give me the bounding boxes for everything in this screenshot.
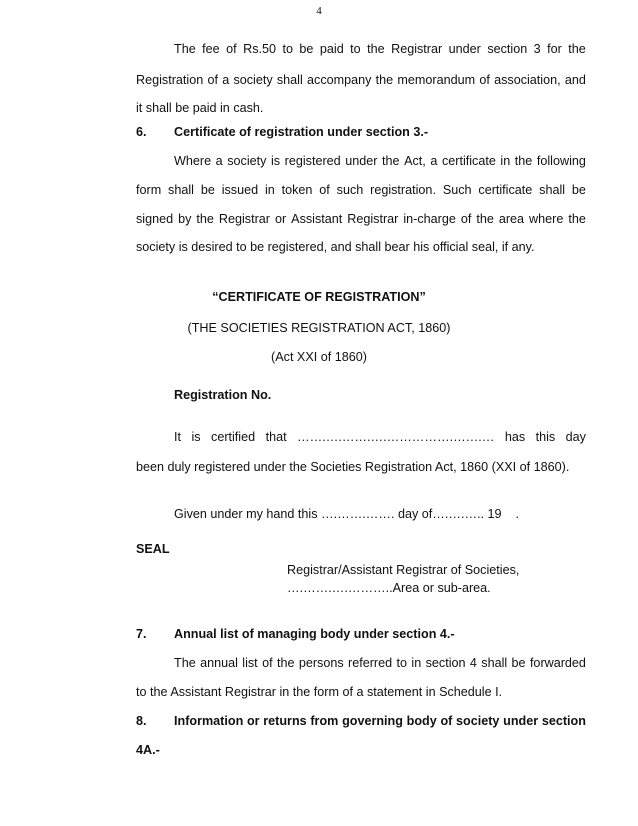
word: under [503, 714, 539, 728]
justified-text [136, 430, 586, 444]
word: such [336, 183, 364, 197]
section-7-line-1 [136, 656, 586, 670]
word: is [271, 154, 281, 168]
word: paid [319, 42, 344, 56]
word: Registrar [218, 212, 270, 226]
word: of [479, 73, 490, 87]
word: of [319, 183, 330, 197]
word: Assistant [291, 212, 343, 226]
word: the [568, 42, 586, 56]
word: The [174, 42, 196, 56]
area-line: ….…….….………..Area or sub-area. [287, 581, 491, 595]
word: for [547, 42, 562, 56]
word: Where [174, 154, 212, 168]
section-6-heading: Certificate of registration under section 3.- [174, 125, 429, 139]
word: governing [342, 714, 403, 728]
word: has [504, 430, 526, 444]
section-6-line-2 [136, 183, 586, 197]
word: or [246, 714, 260, 728]
word: the [375, 73, 394, 87]
word: society [227, 154, 267, 168]
word: 3 [533, 42, 541, 56]
given-under-hand-line: Given under my hand this ….…….……. day of….….….. 19 . [174, 507, 520, 521]
word: issued [221, 183, 259, 197]
section-6-line-1 [136, 154, 586, 168]
justified-text [136, 212, 586, 226]
word: Such [442, 183, 472, 197]
word: …….….…….….…………….…….… [297, 430, 495, 444]
word: section [425, 656, 466, 670]
word: of [440, 714, 453, 728]
word: It [174, 430, 181, 444]
certificate-title: “CERTIFICATE OF REGISTRATION” [212, 290, 426, 304]
word: Act, [404, 154, 426, 168]
justified-text [174, 714, 586, 728]
word: registered [284, 154, 341, 168]
word: form [136, 183, 162, 197]
section-6-line-3 [136, 212, 586, 226]
word: a [215, 154, 223, 168]
word: the [568, 212, 586, 226]
word: the [514, 154, 533, 168]
word: be [571, 183, 586, 197]
word: day [565, 430, 586, 444]
registration-number-label: Registration No. [174, 388, 272, 402]
certificate-act: (THE SOCIETIES REGISTRATION ACT, 1860) [187, 321, 451, 335]
word: where [529, 212, 564, 226]
word: Rs.50 [243, 42, 276, 56]
word: body [406, 714, 437, 728]
word: that [265, 430, 287, 444]
word: fee [202, 42, 220, 56]
section-7-heading: Annual list of managing body under section 4.- [174, 627, 455, 641]
section-8-heading-line-2: 4A.- [136, 743, 160, 757]
certificate-act-number: (Act XXI of 1860) [271, 350, 367, 364]
word: in [500, 154, 511, 168]
word: by [178, 212, 192, 226]
word: a [430, 154, 438, 168]
word: Registration [136, 73, 204, 87]
word: token [281, 183, 313, 197]
word: area [498, 212, 525, 226]
word: The [174, 656, 196, 670]
word: to [396, 656, 408, 670]
word: shall [481, 656, 508, 670]
page-number: 4 [316, 5, 322, 17]
fee-line-1 [136, 42, 586, 56]
seal-label: SEAL [136, 542, 170, 556]
word: forwarded [529, 656, 586, 670]
fee-line-3: it shall be paid in cash. [136, 101, 264, 115]
word: of [262, 656, 273, 670]
word: be [200, 183, 215, 197]
section-6-line-4: society is desired to be registered, and shall bear his official seal, if any. [136, 240, 535, 254]
word: be [299, 42, 314, 56]
word: shall [539, 183, 566, 197]
certified-line-1 [136, 430, 586, 444]
section-7-number: 7. [136, 627, 147, 641]
word: Registrar [347, 212, 399, 226]
word: certified [211, 430, 256, 444]
justified-text [136, 154, 586, 168]
word: signed [136, 212, 174, 226]
word: returns [263, 714, 307, 728]
fee-line-2 [136, 73, 586, 87]
justified-text [136, 42, 586, 56]
word: in-charge [403, 212, 456, 226]
word: the [476, 212, 494, 226]
word: and [564, 73, 586, 87]
word: annual [200, 656, 238, 670]
word: of [226, 42, 237, 56]
word: the [276, 656, 295, 670]
word: this [535, 430, 556, 444]
word: following [536, 154, 586, 168]
word: the [382, 154, 400, 168]
word: to [282, 42, 293, 56]
word: the [367, 42, 385, 56]
word: list [242, 656, 258, 670]
word: or [274, 212, 287, 226]
section-7-line-2: to the Assistant Registrar in the form of a statement in Schedule I. [136, 685, 503, 699]
word: Registrar [391, 42, 443, 56]
word: persons [298, 656, 344, 670]
word: registration. [370, 183, 436, 197]
word: is [191, 430, 201, 444]
justified-text [136, 73, 586, 87]
word: section [487, 42, 528, 56]
certified-line-2: been duly registered under the Societies Registration Act, 1860 (XXI of 1860). [136, 460, 570, 474]
word: certificate [478, 183, 533, 197]
word: certificate [441, 154, 496, 168]
word: in [411, 656, 422, 670]
word: memorandum [397, 73, 476, 87]
word: a [222, 73, 230, 87]
word: of [207, 73, 218, 87]
section-8-heading-line-1 [174, 714, 586, 728]
word: association, [494, 73, 561, 87]
word: society [456, 714, 500, 728]
word: under [345, 154, 378, 168]
justified-text [136, 656, 586, 670]
word: from [310, 714, 339, 728]
signatory-line: Registrar/Assistant Registrar of Societies, [287, 563, 520, 577]
word: of [460, 212, 472, 226]
word: be [511, 656, 526, 670]
word: shall [168, 183, 194, 197]
word: in [264, 183, 275, 197]
justified-text [136, 183, 586, 197]
section-6-number: 6. [136, 125, 147, 139]
word: society [233, 73, 273, 87]
word: accompany [307, 73, 372, 87]
word: to [350, 42, 361, 56]
word: the [196, 212, 214, 226]
section-8-number: 8. [136, 714, 147, 728]
word: referred [348, 656, 393, 670]
word: Information [174, 714, 244, 728]
word: 4 [469, 656, 477, 670]
word: shall [276, 73, 303, 87]
word: section [541, 714, 586, 728]
word: under [448, 42, 481, 56]
